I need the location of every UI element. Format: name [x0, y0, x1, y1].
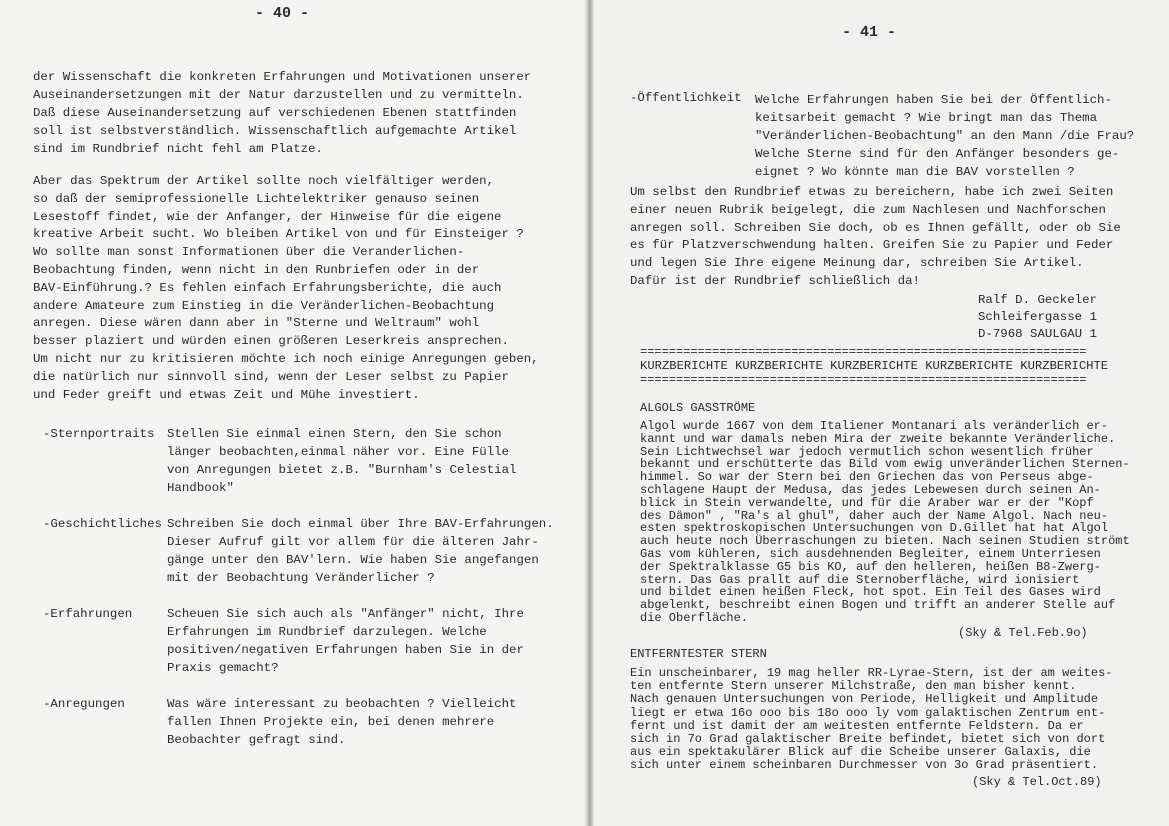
article-title: ENTFERNTESTER STERN	[630, 647, 767, 661]
article-source: (Sky & Tel.Oct.89)	[972, 775, 1102, 789]
text-line: besser plaziert und würden einen größeren Leserkreis ansprechen.	[33, 334, 509, 349]
text-line: ten entfernte Stern unserer Milchstraße, den man bisher kennt.	[630, 679, 1077, 694]
suggestion-term: -Öffentlichkeit	[630, 91, 742, 105]
text-line: Was wäre interessant zu beobachten ? Vielleicht	[167, 697, 517, 711]
text-line: der Spektralklasse G5 bis KO, auf den helleren, heißen B8-Zwerg-	[640, 559, 1101, 574]
paragraph-intro	[33, 68, 531, 158]
text-line: des Dämon" , "Ra's al ghul", daher auch der Name Algol. Nach neu-	[640, 508, 1109, 523]
text-line: Aber das Spektrum der Artikel sollte noch vielfältiger werden,	[33, 174, 495, 188]
text-line: es für Platzverschwendung halten. Greifen Sie zu Papier und Feder	[630, 238, 1114, 253]
text-line: Praxis gemacht?	[167, 661, 279, 675]
text-line: Schreiben Sie doch einmal über Ihre BAV-Erfahrungen.	[167, 517, 554, 531]
text-line: Nach genauen Untersuchungen von Periode, Helligkeit und Amplitude	[630, 692, 1099, 707]
text-line: einer neuen Rubrik beigelegt, die zum Nachlesen und Nachforschen	[630, 202, 1106, 217]
text-line: auch heute noch Überraschungen zu bieten. Nach seinen Studien strömt	[640, 534, 1130, 549]
suggestion-body	[755, 91, 1134, 181]
text-line: Ralf D. Geckeler	[978, 293, 1097, 307]
text-line: Dieser Aufruf gilt vor allem für die älteren Jahr-	[167, 535, 539, 549]
text-line: bekannt und erschütterte das Bild vom ewig unveränderlichen Sternen-	[640, 457, 1130, 472]
article-source: (Sky & Tel.Feb.9o)	[958, 626, 1088, 640]
suggestion-term: -Erfahrungen	[43, 607, 133, 621]
banner-rule-bottom: ==============================================================	[640, 373, 1087, 387]
text-line: blick in Stein verwandelte, und für die Araber war er der "Kopf	[640, 495, 1094, 510]
text-line: Algol wurde 1667 von dem Italiener Montanari als veränderlich er-	[640, 419, 1109, 433]
page-number-left: - 40 -	[255, 5, 310, 22]
text-line: gänge unter den BAV'lern. Wie haben Sie angefangen	[167, 553, 539, 567]
text-line: Beobachtung finden, wenn nicht in den Runbriefen oder in der	[33, 262, 480, 277]
text-line: Gas vom kühleren, sich ausdehnenden Begleiter, einem Unterriesen	[640, 546, 1101, 561]
banner-title: KURZBERICHTE KURZBERICHTE KURZBERICHTE KURZBERICHTE KURZBERICHTE	[640, 359, 1109, 373]
suggestion-term: -Geschichtliches	[43, 517, 162, 531]
text-line: sich in 7o Grad galaktischer Breite befindet, bietet sich von dort	[630, 732, 1106, 747]
text-line: länger beobachten,einmal näher vor. Eine Fülle	[167, 445, 510, 459]
text-line: schlagene Haupt der Medusa, das jedes Lebewesen durch seinen An-	[640, 482, 1101, 497]
text-line: und legen Sie Ihre eigene Meinung dar, schreiben Sie Artikel.	[630, 256, 1084, 271]
text-line: Stellen Sie einmal einen Stern, den Sie schon	[167, 427, 502, 441]
text-line: fernt und ist damit der am weitesten entfernte Feldstern. Da er	[630, 718, 1084, 733]
text-line: sich unter einem scheinbaren Durchmesser von 3o Grad präsentiert.	[630, 758, 1099, 773]
text-line: D-7968 SAULGAU 1	[978, 327, 1097, 341]
text-line: andere Amateure zum Einstieg in die Veränderlichen-Beobachtung	[33, 298, 495, 313]
text-line: Welche Erfahrungen haben Sie bei der Öffentlich-	[755, 93, 1112, 107]
text-line: anregen. Diese wären dann aber in "Sterne und Weltraum" wohl	[33, 316, 480, 331]
article-title: ALGOLS GASSTRÖME	[640, 401, 756, 415]
text-line: Beobachter gefragt sind.	[167, 733, 346, 747]
text-line: BAV-Einführung.? Es fehlen einfach Erfahrungsberichte, die auch	[33, 280, 502, 295]
article-body	[630, 667, 1112, 773]
text-line: eignet ? Wo könnte man die BAV vorstellen ?	[755, 165, 1075, 179]
banner-rule-top: ==============================================================	[640, 345, 1087, 359]
suggestion-body	[167, 605, 524, 677]
text-line: stern. Das Gas prallt auf die Sternoberfläche, wird ionisiert	[640, 572, 1080, 587]
text-line: der Wissenschaft die konkreten Erfahrungen und Motivationen unserer	[33, 70, 532, 84]
text-line: Ein unscheinbarer, 19 mag heller RR-Lyrae-Stern, ist der am weites-	[630, 666, 1113, 680]
text-line: Lesestoff findet, wie der Anfanger, der Hinweise für die eigene	[33, 209, 502, 224]
text-line: Erfahrungen im Rundbrief darzulegen. Welche	[167, 625, 487, 639]
text-line: mit der Beobachtung Veränderlicher ?	[167, 571, 435, 585]
text-line: und bildet einen heißen Fleck, hot spot. Ein Teil des Gases wird	[640, 585, 1101, 600]
author-signature	[978, 292, 1097, 343]
text-line: die Oberfläche.	[640, 610, 749, 625]
text-line: sind im Rundbrief nicht fehl am Platze.	[33, 142, 323, 156]
text-line: Um selbst den Rundbrief etwas zu bereichern, habe ich zwei Seiten	[630, 185, 1114, 199]
text-line: abgelenkt, beschreibt einen Bogen und trifft an anderer Stelle auf	[640, 598, 1116, 613]
text-line: Auseinandersetzungen mit der Natur darzustellen und zu vermitteln.	[33, 88, 524, 102]
text-line: liegt er etwa 16o ooo bis 18o ooo ly vom galaktischen Zentrum ent-	[630, 705, 1106, 720]
text-line: Sein Lichtwechsel war jedoch vermutlich schon wesentlich früher	[640, 444, 1094, 459]
text-line: von Anregungen bietet z.B. "Burnham's Celestial	[167, 463, 517, 477]
suggestion-body	[167, 425, 516, 497]
text-line: himmel. So war der Stern bei den Griechen das von Perseus abge-	[640, 470, 1094, 485]
article-body	[640, 420, 1130, 625]
paragraph-spectrum	[33, 173, 539, 404]
text-line: die natürlich nur sinnvoll sind, wenn der Leser selbst zu Papier	[33, 369, 509, 384]
text-line: fallen Ihnen Projekte ein, bei denen mehrere	[167, 715, 495, 729]
text-line: Dafür ist der Rundbrief schließlich da!	[630, 273, 920, 288]
text-line: anregen soll. Schreiben Sie doch, ob es Ihnen gefällt, oder ob Sie	[630, 220, 1121, 235]
text-line: kreative Arbeit sucht. Wo bleiben Artikel von und für Einsteiger ?	[33, 227, 524, 242]
suggestion-body	[167, 515, 554, 587]
text-line: und Feder greift und etwas Zeit und Mühe investiert.	[33, 387, 420, 402]
text-line: so daß der semiprofessionelle Lichtelektriker genauso seinen	[33, 191, 480, 206]
text-line: Um nicht nur zu kritisieren möchte ich noch einige Anregungen geben,	[33, 351, 539, 366]
text-line: Handbook"	[167, 481, 234, 495]
text-line: aus ein spektakulärer Blick auf die Scheibe unserer Galaxis, die	[630, 745, 1091, 760]
suggestion-body	[167, 695, 516, 749]
page-number-right: - 41 -	[842, 24, 897, 41]
text-line: Wo sollte man sonst Informationen über die Veranderlichen-	[33, 245, 465, 260]
text-line: "Veränderlichen-Beobachtung" an den Mann /die Frau?	[755, 129, 1135, 143]
text-line: kannt und war damals neben Mira der zweite bekannte Veränderliche.	[640, 431, 1116, 446]
text-line: Schleifergasse 1	[978, 310, 1097, 324]
text-line: Welche Sterne sind für den Anfänger besonders ge-	[755, 147, 1120, 161]
text-line: Scheuen Sie sich auch als "Anfänger" nicht, Ihre	[167, 607, 524, 621]
text-line: positiven/negativen Erfahrungen haben Sie in der	[167, 643, 524, 657]
text-line: esten spektroskopischen Untersuchungen von D.Gillet hat hat Algol	[640, 521, 1109, 536]
paragraph-closing	[630, 184, 1121, 291]
book-gutter	[584, 0, 594, 826]
text-line: Daß diese Auseinandersetzung auf verschiedenen Ebenen stattfinden	[33, 106, 517, 120]
suggestion-term: -Sternportraits	[43, 427, 155, 441]
suggestion-term: -Anregungen	[43, 697, 125, 711]
text-line: soll ist selbstverständlich. Wissenschaftlich aufgemachte Artikel	[33, 124, 517, 138]
text-line: keitsarbeit gemacht ? Wie bringt man das Thema	[755, 111, 1098, 125]
